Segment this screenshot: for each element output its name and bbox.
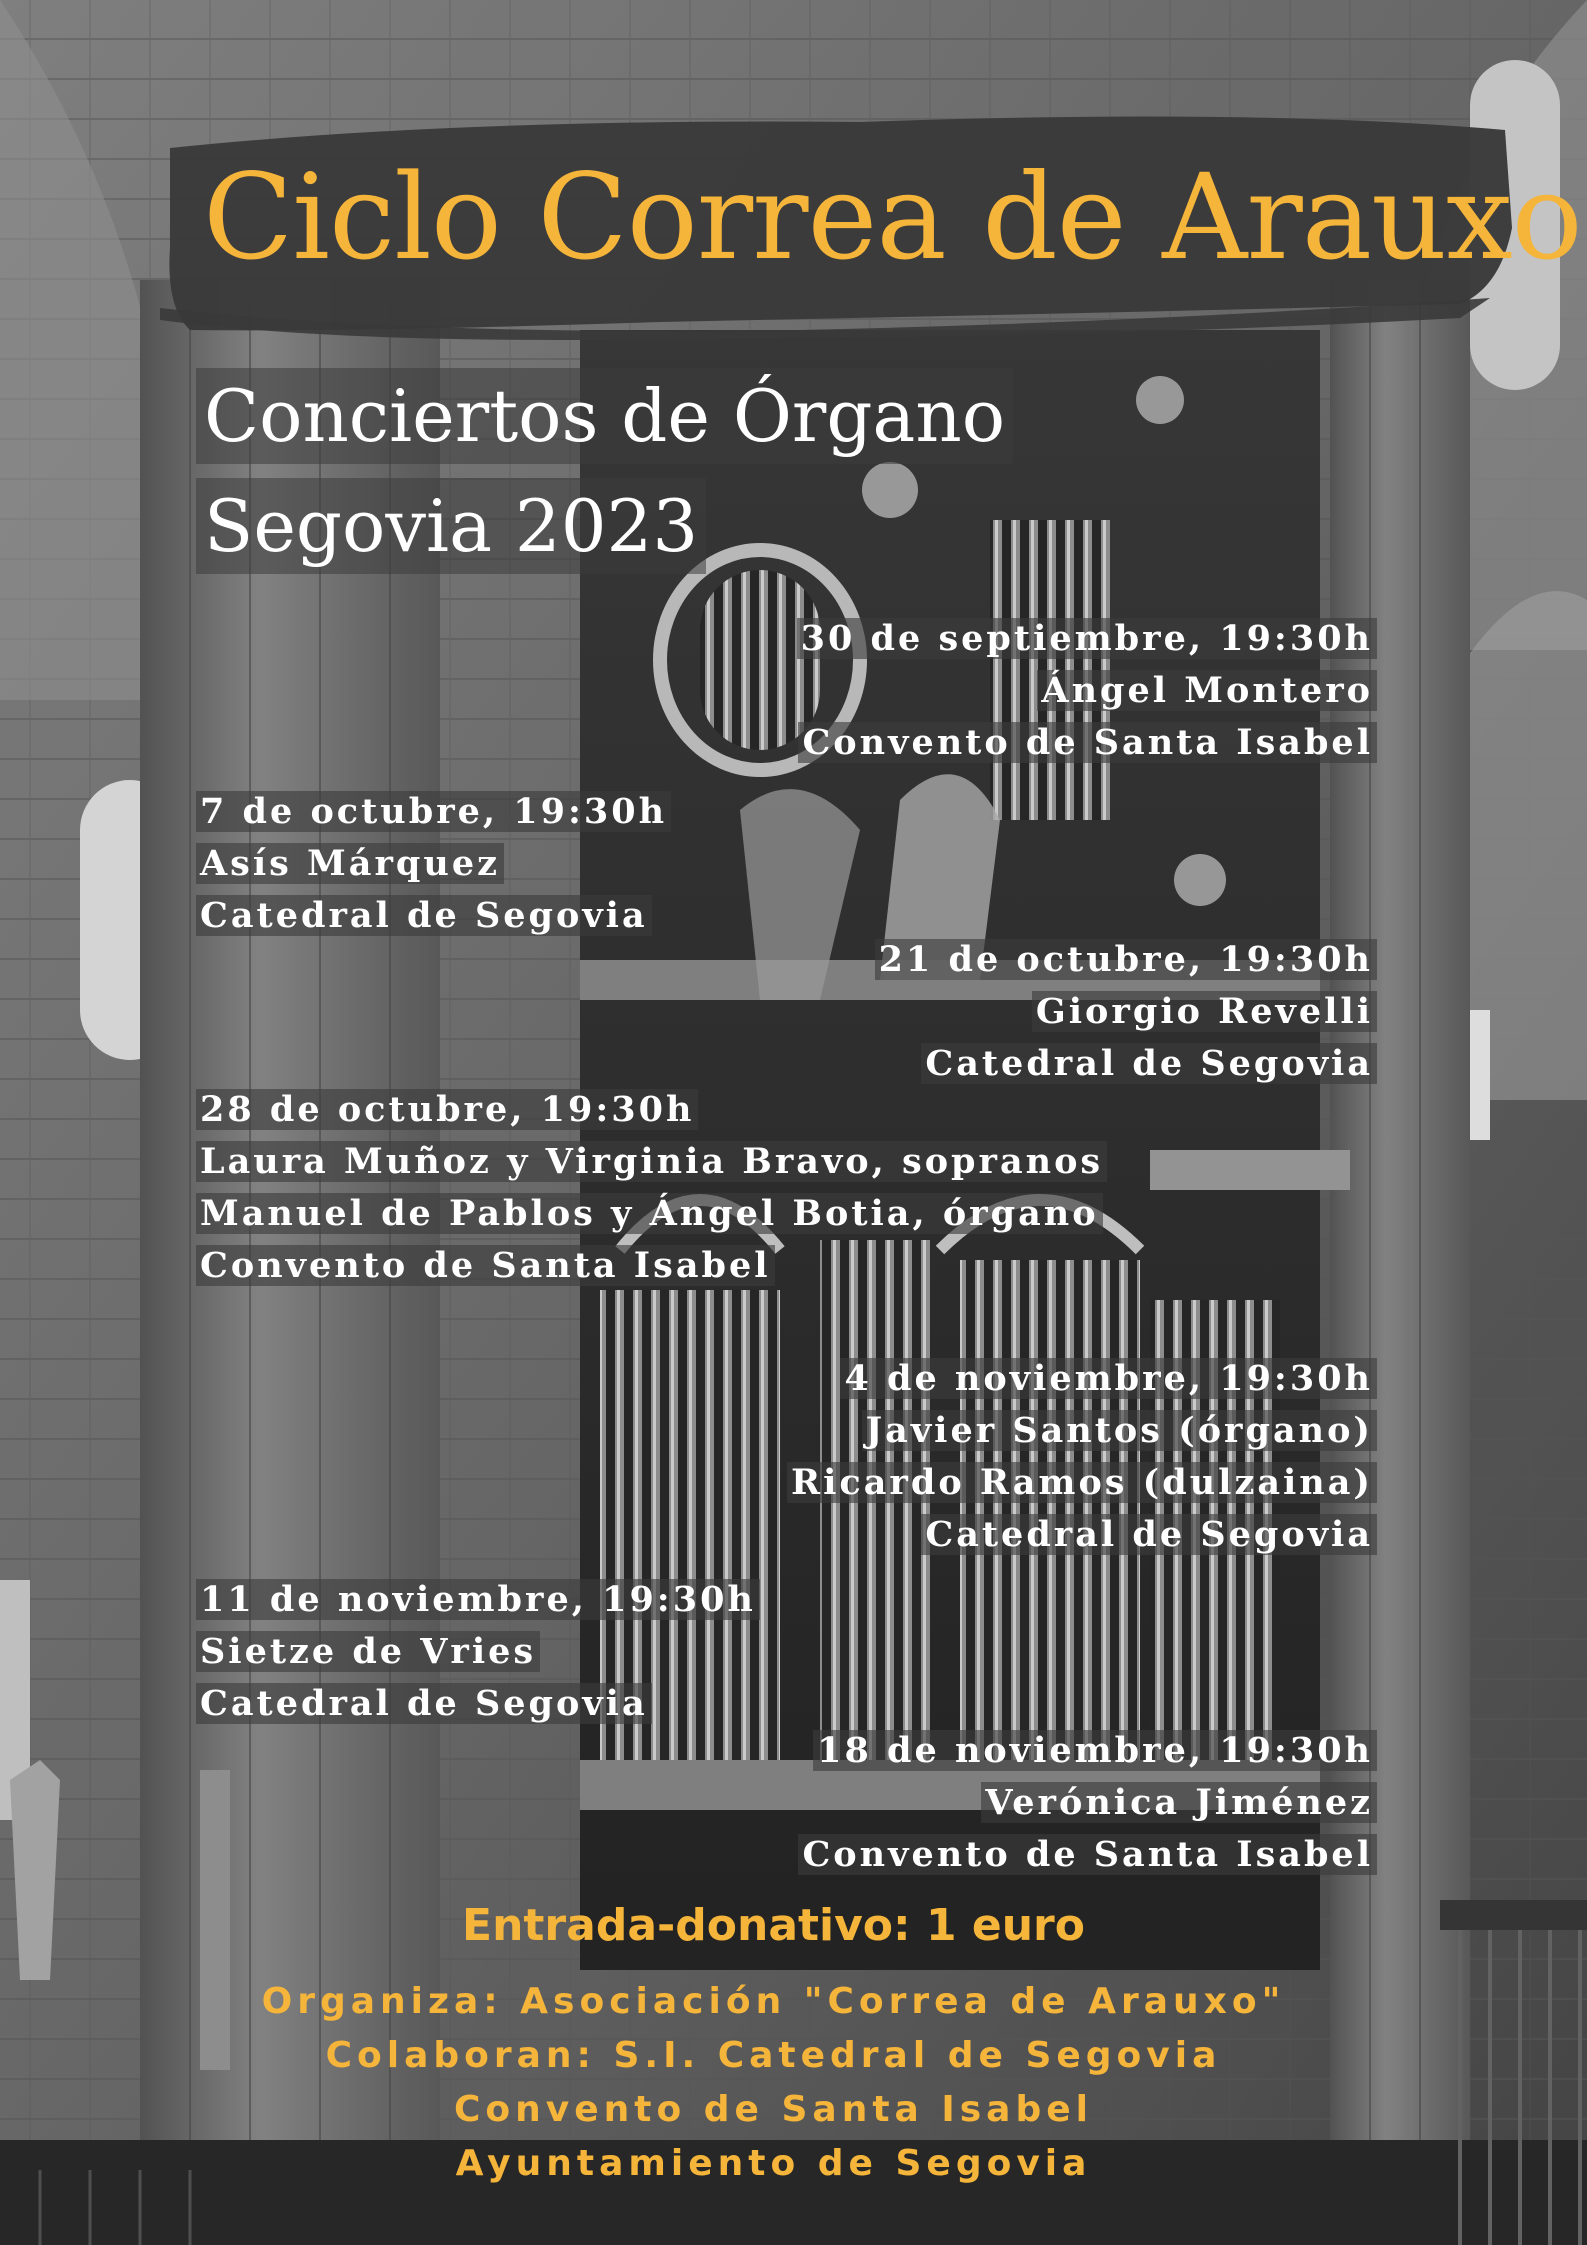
concert-venue: Catedral de Segovia — [196, 890, 671, 942]
concert-date: 21 de octubre, 19:30h — [875, 934, 1377, 986]
subtitle-year: Segovia 2023 — [196, 478, 706, 574]
concert-entry-5 — [787, 1353, 1377, 1561]
concert-entry-3 — [875, 934, 1377, 1090]
concert-entry-7 — [798, 1725, 1377, 1881]
concert-entry-1 — [797, 613, 1377, 769]
concert-performer: Verónica Jiménez — [798, 1777, 1377, 1829]
concert-date: 18 de noviembre, 19:30h — [798, 1725, 1377, 1777]
organiza-line: Organiza: Asociación "Correa de Arauxo" — [261, 1981, 1286, 2022]
concert-date: 11 de noviembre, 19:30h — [196, 1574, 760, 1626]
concert-venue: Convento de Santa Isabel — [797, 717, 1377, 769]
colaborador-ayuntamiento: Ayuntamiento de Segovia — [455, 2143, 1092, 2184]
concert-performer: Ricardo Ramos (dulzaina) — [787, 1457, 1377, 1509]
colaborador-convento: Convento de Santa Isabel — [453, 2089, 1093, 2130]
concert-date: 4 de noviembre, 19:30h — [787, 1353, 1377, 1405]
poster-title: Ciclo Correa de Arauxo — [203, 148, 1582, 286]
concert-date: 28 de octubre, 19:30h — [196, 1084, 1107, 1136]
concert-venue: Convento de Santa Isabel — [196, 1240, 1107, 1292]
concert-performer: Asís Márquez — [196, 838, 671, 890]
concert-performer: Giorgio Revelli — [875, 986, 1377, 1038]
colaboran-line: Colaboran: S.I. Catedral de Segovia — [325, 2035, 1222, 2076]
concert-performer: Laura Muñoz y Virginia Bravo, sopranos — [196, 1136, 1107, 1188]
concert-entry-4 — [196, 1084, 1107, 1292]
concert-entry-6 — [196, 1574, 760, 1730]
concert-venue: Catedral de Segovia — [196, 1678, 760, 1730]
concert-date: 7 de octubre, 19:30h — [196, 786, 671, 838]
concert-venue: Convento de Santa Isabel — [798, 1829, 1377, 1881]
concert-venue: Catedral de Segovia — [875, 1038, 1377, 1090]
concert-performer: Ángel Montero — [797, 665, 1377, 717]
subtitle-concerts: Conciertos de Órgano — [196, 368, 1013, 464]
concert-performer: Javier Santos (órgano) — [787, 1405, 1377, 1457]
concert-date: 30 de septiembre, 19:30h — [797, 613, 1377, 665]
concert-performer: Sietze de Vries — [196, 1626, 760, 1678]
concert-entry-2 — [196, 786, 671, 942]
concert-performer: Manuel de Pablos y Ángel Botia, órgano — [196, 1188, 1107, 1240]
concert-venue: Catedral de Segovia — [787, 1509, 1377, 1561]
entrada-donativo: Entrada-donativo: 1 euro — [462, 1900, 1085, 1951]
